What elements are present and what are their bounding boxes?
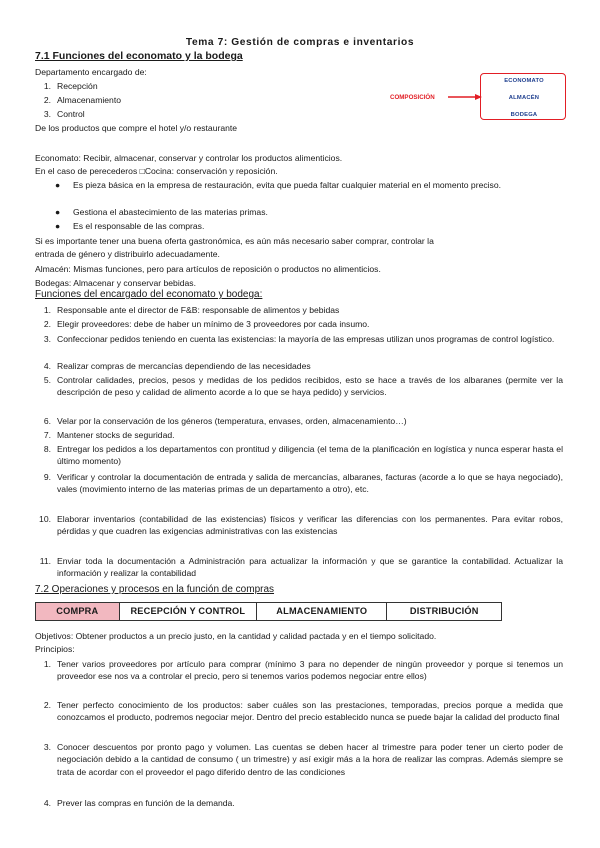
funciones-heading: Funciones del encargado del economato y bodega: xyxy=(35,289,263,300)
principios-heading: Principios: xyxy=(35,644,75,654)
purchasing-flow-table xyxy=(35,602,502,621)
almacen-definition: Almacén: Mismas funciones, pero para artículos de reposición o productos no alimenticios. xyxy=(35,264,381,274)
composicion-label: COMPOSICIÓN xyxy=(390,94,435,101)
oferta-paragraph-line1: Si es importante tener una buena oferta gastronómica, es aún más necesario saber comprar, controlar la xyxy=(35,236,434,246)
document-page: Tema 7: Gestión de compras e inventarios 7.1 Funciones del economato y la bodega Departamento encargado de: 1. Recepción 2. Almacenamiento 3. Control De los productos que compre el hotel y/o restaurante COMPOSICIÓN ECONOMATO ALMACÉN BODEGA Economato: Recibir, almacenar, conservar y controlar los productos alimenticios. En el caso de perecederos □Cocina: conservación y reposición. ● Es pieza básica en la empresa de restauración, evita que pueda faltar cualquier material en el momento preciso. ● Gestiona el abastecimiento de las materias primas. ● Es el responsable de las compras. Si es importante tener una buena oferta gastronómica, es aún más necesario saber comprar, controlar la entrada de género y distribuirlo adecuadamente. Almacén: Mismas funciones, pero para artículos de reposición o productos no alimenticios. Bodegas: Almacenar y conservar bebidas. Funciones del encargado del economato y bodega: 1. Responsable ante el director de F&B: responsable de alimentos y bebidas 2. Elegir proveedores: debe de haber un mínimo de 3 proveedores por cada insumo. 3. Confeccionar pedidos teniendo en cuenta las existencias: la mayoría de las empresas utilizan unos programas de control logístico. 4. Realizar compras de mercancías dependiendo de las necesidades 5. Controlar calidades, precios, pesos y medidas de los pedidos recibidos, esto se hace a través de los albaranes (permite ver la descripción de peso y calidad de alimento acorde a lo que se haya pedido) y servicios. 6. Velar por la conservación de los géneros (temperatura, envases, orden, almacenamiento…) 7. Mantener stocks de seguridad. 8. Entregar los pedidos a los departamentos con prontitud y diligencia (el tema de la planificación en logística y nunca esperar hasta el último momento) 9. Verificar y controlar la documentación de entrada y salida de mercancías, albaranes, facturas (acorde a lo que se haya negociado), vales (movimiento interno de las materias primas de un departamento a otro), etc. 10. Elaborar inventarios (contabilidad de las existencias) físicos y verificar las diferencias con los permanentes. Para evitar robos, pérdidas y que cuadren las exigencias administrativas con las existencias 11. Enviar toda la documentación a Administración para actualizar la información y que se garantice la contabilidad. Actualizar la información y realizar la contabilidad 7.2 Operaciones y procesos en la función de compras COMPRA RECEPCIÓN Y CONTROL ALMACENAMIENTO DISTRIBUCIÓN Objetivos: Obtener productos a un precio justo, en la cantidad y calidad pactada y en el tiempo solicitado. Principios: 1. Tener varios proveedores por artículo para comprar (mínimo 3 para no depender de ningún proveedor y porque si tenemos un proveedor ese nos va a controlar el precio, pero si tenemos varios podemos negociar entre ellos) 2. Tener perfecto conocimiento de los productos: saber cuáles son las prestaciones, temporadas, precios porque a medida que conozcamos el producto, podremos negociar mejor. Dentro del precio establecido nunca se puede bajar la calidad del producto final 3. Conocer descuentos por pronto pago y volumen. Las cuentas se deben hacer al trimestre para poder tener un cierto poder de negociación debido a la cantidad de consumo ( un trimestre) y así exigir más a la hora de realizar las compras. Además siempre se trata de acordar con el proveedor el pago diferido dentro de las condiciones 4. Prever las compras en función de la demanda. xyxy=(0,0,600,848)
flow-step-distribucion: DISTRIBUCIÓN xyxy=(409,606,479,616)
flow-step-recepcion: RECEPCIÓN Y CONTROL xyxy=(120,603,257,620)
diagram-item-almacen: ALMACÉN xyxy=(508,95,540,101)
flow-step-almacenamiento: ALMACENAMIENTO xyxy=(257,603,387,620)
arrow-right-icon xyxy=(448,94,482,100)
bodegas-definition: Bodegas: Almacenar y conservar bebidas. xyxy=(35,278,196,288)
page-title: Tema 7: Gestión de compras e inventarios xyxy=(185,37,415,48)
perecederos-line: En el caso de perecederos □Cocina: conservación y reposición. xyxy=(35,166,278,176)
composition-diagram xyxy=(480,73,566,120)
economato-definition: Economato: Recibir, almacenar, conservar y controlar los productos alimenticios. xyxy=(35,153,343,163)
dept-intro: Departamento encargado de: xyxy=(35,67,147,77)
objetivos-line: Objetivos: Obtener productos a un precio justo, en la cantidad y calidad pactada y en el tiempo solicitado. xyxy=(35,631,437,641)
diagram-item-economato: ECONOMATO xyxy=(504,78,544,84)
section-heading-7-1: 7.1 Funciones del economato y la bodega xyxy=(35,50,243,62)
flow-step-compra: COMPRA xyxy=(36,603,120,620)
dept-outro: De los productos que compre el hotel y/o restaurante xyxy=(35,123,238,133)
diagram-item-bodega: BODEGA xyxy=(510,112,538,118)
section-heading-7-2: 7.2 Operaciones y procesos en la función de compras xyxy=(35,584,275,595)
oferta-paragraph-line2: entrada de género y distribuirlo adecuadamente. xyxy=(35,249,220,259)
